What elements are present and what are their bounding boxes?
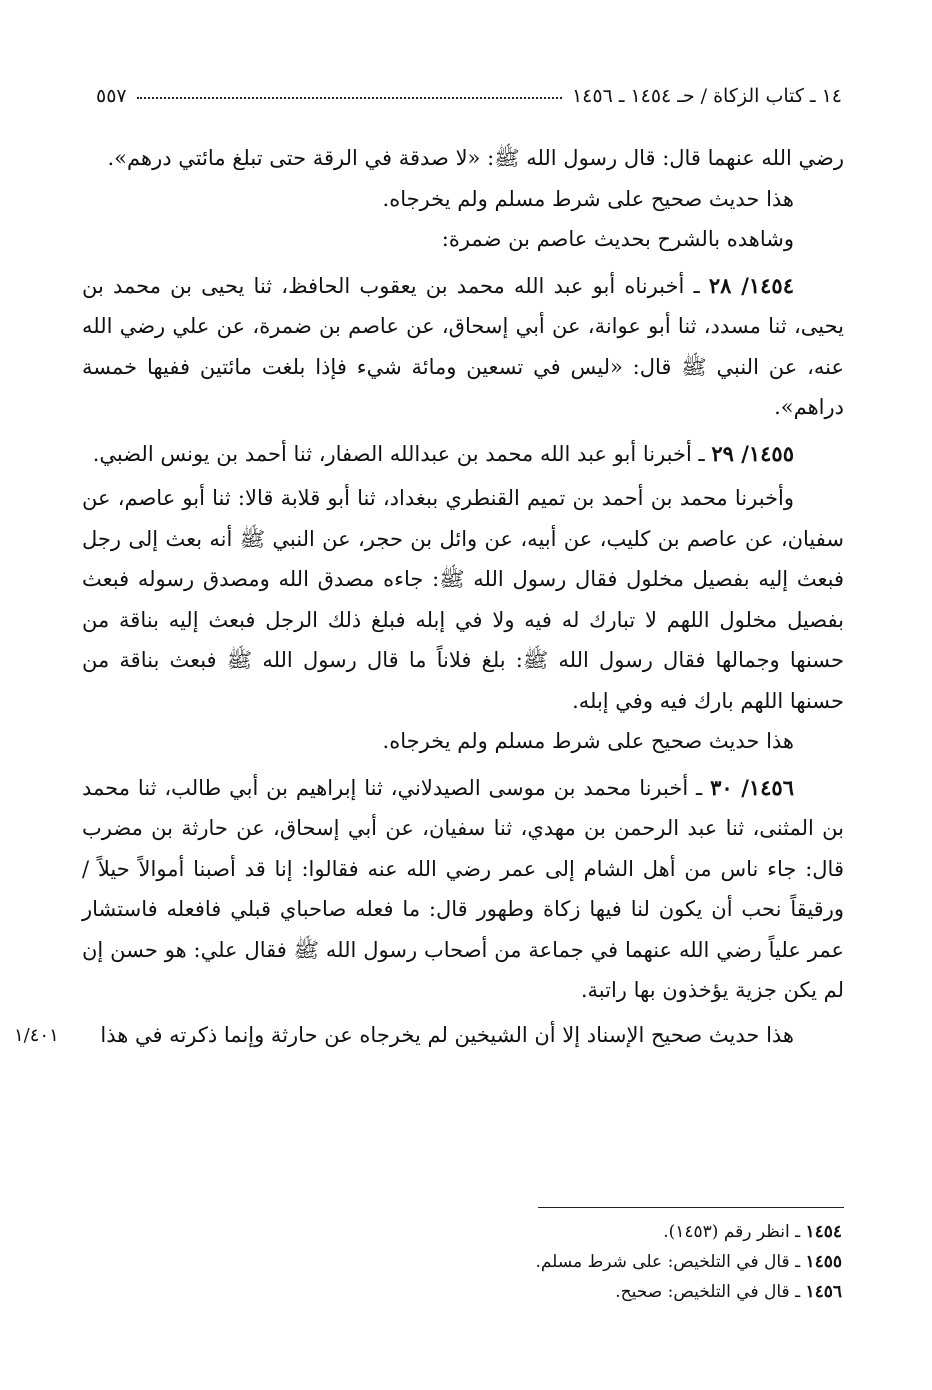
page-number: ٥٥٧	[96, 85, 127, 107]
footnote-text: ـ انظر رقم (١٤٥٣).	[663, 1222, 801, 1242]
running-header	[96, 78, 842, 114]
paragraph-wail-chain: وأخبرنا محمد بن أحمد بن تميم القنطري ببغداد، ثنا أبو قلابة قالا: ثنا أبو عاصم، عن سفيان، عن عاصم بن كليب، عن أبيه، عن وائل بن حجر، عن النبي ﷺ أنه بعث إلى رجل فبعث إليه بفصيل مخلول فقال رسول الله ﷺ: جاءه مصدق الله ومصدق رسوله فبعث بفصيل مخلول اللهم لا تبارك له فيه ولا في إبله فبلغ ذلك الرجل فبعث إليه بناقة من حسنها وجمالها فقال رسول الله ﷺ: بلغ فلاناً ما قال رسول الله ﷺ فبعث بناقة من حسنها اللهم بارك فيه وفي إبله.	[82, 486, 845, 713]
footnote-separator	[538, 1207, 844, 1208]
paragraph-witness: وشاهده بالشرح بحديث عاصم بن ضمرة:	[441, 227, 794, 251]
paragraph-verdict-3: هذا حديث صحيح الإسناد إلا أن الشيخين لم يخرجاه عن حارثة وإنما ذكرته في هذا	[100, 1022, 794, 1047]
footnote-text: ـ قال في التلخيص: صحيح.	[615, 1282, 801, 1302]
footnotes	[242, 1217, 842, 1307]
hadith-text-1456: ـ أخبرنا محمد بن موسى الصيدلاني، ثنا إبراهيم بن أبي طالب، ثنا محمد بن المثنى، ثنا عبد الرحمن بن مهدي، ثنا سفيان، عن أبي إسحاق، عن حارثة بن مضرب قال: جاء ناس من أهل الشام إلى عمر رضي الله عنه فقالوا: إنا قد أصبنا أموالاً حيلاً / ورقيقاً نحب أن يكون لنا فيها زكاة وطهور قال: ما فعله صاحباي قبلي فافعله فاستشار عمر علياً رضي الله عنهما في جماعة من أصحاب رسول الله ﷺ فقال علي: هو حسن إن لم يكن جزية يؤخذون بها راتبة.	[82, 775, 844, 1002]
footnote-number: ١٤٥٤	[805, 1222, 842, 1242]
footnote	[242, 1217, 842, 1247]
hadith-number-1455: ١٤٥٥/ ٢٩	[711, 440, 794, 466]
hadith-number-1454: ١٤٥٤/ ٢٨	[708, 272, 794, 298]
footnote-number: ١٤٥٥	[805, 1252, 842, 1272]
header-title: ١٤ ـ كتاب الزكاة / حـ ١٤٥٤ ـ ١٤٥٦	[571, 85, 842, 107]
footnote-text: ـ قال في التلخيص: على شرط مسلم.	[535, 1252, 801, 1272]
footnote-number: ١٤٥٦	[805, 1282, 842, 1302]
paragraph-verdict-1: هذا حديث صحيح على شرط مسلم ولم يخرجاه.	[382, 186, 794, 211]
margin-reference: ١/٤٠١	[14, 1025, 59, 1046]
header-leader-dots	[137, 97, 562, 99]
hadith-1454	[82, 266, 844, 428]
paragraph-continuation: رضي الله عنهما قال: قال رسول الله ﷺ: «لا صدقة في الرقة حتى تبلغ مائتي درهم».	[107, 146, 844, 170]
hadith-text-1455: ـ أخبرنا أبو عبد الله محمد بن عبدالله الصفار، ثنا أحمد بن يونس الضبي.	[92, 441, 705, 466]
footnote	[242, 1277, 842, 1307]
main-text	[82, 138, 844, 1055]
paragraph-verdict-2: هذا حديث صحيح على شرط مسلم ولم يخرجاه.	[382, 729, 794, 753]
hadith-1455	[82, 434, 844, 475]
hadith-1456	[82, 768, 844, 1011]
hadith-text-1454: ـ أخبرناه أبو عبد الله محمد بن يعقوب الحافظ، ثنا يحيى بن محمد بن يحيى، ثنا مسدد، ثنا أبو عوانة، عن أبي إسحاق، عن عاصم بن ضمرة، عن علي رضي الله عنه، عن النبي ﷺ قال: «ليس في تسعين ومائة شيء فإذا بلغت مائتين ففيها خمسة دراهم».	[82, 273, 844, 419]
footnote	[242, 1247, 842, 1277]
hadith-number-1456: ١٤٥٦/ ٣٠	[710, 774, 794, 800]
